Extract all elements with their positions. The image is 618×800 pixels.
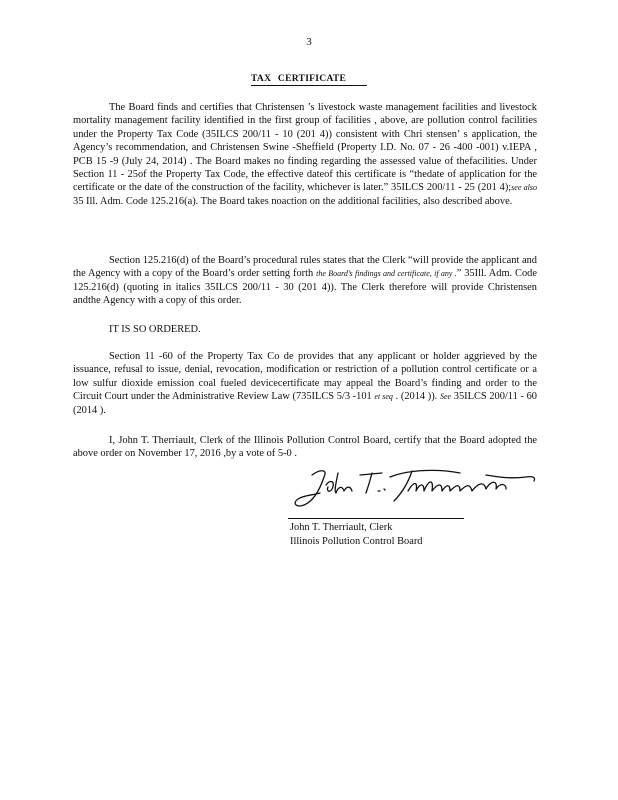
it-is-so-ordered: IT IS SO ORDERED.	[109, 324, 201, 335]
see-also-citation-signal: see also	[511, 183, 537, 193]
paragraph-clerk-certification	[73, 434, 537, 461]
appeal-text-c: 35ILCS 200/11 - 60 (2014 ).	[73, 391, 537, 416]
signature-block	[290, 521, 423, 548]
paragraph-procedural-rules	[73, 254, 537, 308]
appeal-text-a: Section 11 -60 of the Property Tax Co de provides that any applicant or holder aggrieved by the issuance, refusal to issue, denial, revocation, modification or restriction of a pollution control certificate or a low sulfur dioxide emission coal fueled devicecertificate may appeal the Board’s finding and order to the Circuit Court under the Administrative Review Law (735ILCS 5/3 -101	[73, 351, 537, 403]
appeal-text-b: . (2014 )).	[395, 391, 438, 403]
handwritten-signature	[290, 463, 540, 515]
certification-text: I, John T. Therriault, Clerk of the Illinois Pollution Control Board, certify that the Board adopted the above order on November 17, 2016 ,by a vote of 5-0 .	[73, 435, 537, 460]
signer-name: John T. Therriault, Clerk	[290, 522, 393, 533]
signature-line	[288, 518, 464, 519]
section-title: TAX CERTIFICATE	[251, 73, 367, 86]
findings-text-b: 35 Ill. Adm. Code 125.216(a). The Board takes noaction on the additional facilities, also described above.	[73, 195, 513, 207]
findings-text-a: The Board finds and certifies that Christensen ’s livestock waste management facilities and livestock mortality management facility identified in the first group of facilities , above, are pollution control facilities under the Property Tax Code (35ILCS 200/11 - 10 (201 4)) consistent with Chri stensen’ s application, the Agency’s recommendation, and Christensen Swine -Sheffield (Property I.D. No. 07 - 26 -400 -001) v.IEPA , PCB 15 -9 (July 24, 2014) . The Board makes no finding regarding the assessed value of thefacilities. Under Section 11 - 25of the Property Tax Code, the effective dateof this certificate is “thedate of application for the certificate or the date of the construction of the facility, whichever is later.” 35ILCS 200/11 - 25 (201 4);	[73, 102, 537, 194]
paragraph-findings	[73, 101, 537, 208]
procedural-italic-quote: the Board’s findings and certificate, if any .	[316, 269, 457, 279]
paragraph-appeal-rights	[73, 350, 537, 417]
procedural-text-a: Section 125.216(d) of the Board’s procedural rules states that the Clerk “will provide the applicant and the Agency with a copy of the Board’s order setting forth	[73, 255, 537, 280]
see-citation-signal: See	[439, 392, 452, 402]
procedural-text-b: ” 35Ill. Adm. Code 125.216(d) (quoting in italics 35ILCS 200/11 - 30 (201 4)). The Clerk therefore will provide Christensen andthe Agency with a copy of this order.	[73, 268, 537, 307]
page-number: 3	[306, 36, 312, 48]
signer-organization: Illinois Pollution Control Board	[290, 535, 423, 547]
et-seq-citation: et seq	[374, 392, 393, 402]
